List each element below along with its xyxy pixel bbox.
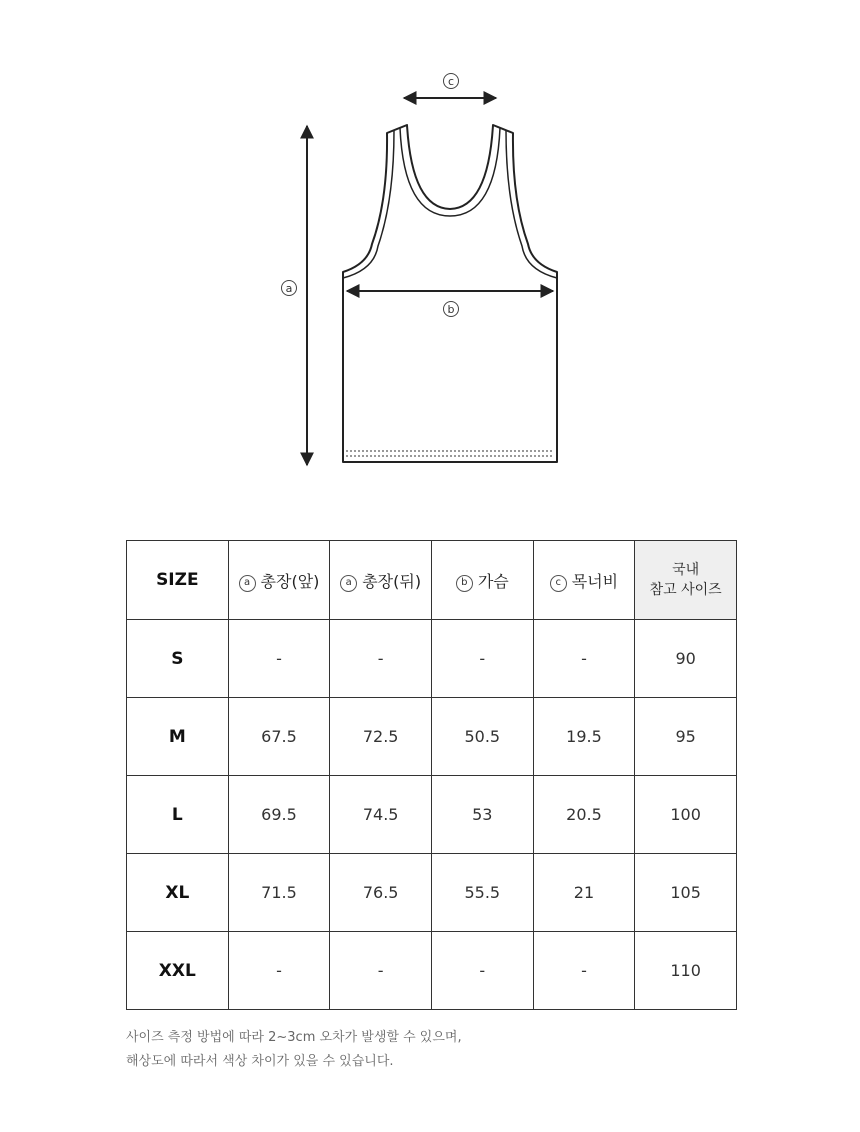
table-header-row <box>127 541 737 620</box>
cell-domestic-size: 110 <box>635 932 737 1010</box>
header-domestic-size <box>635 541 737 620</box>
cell-front-length: - <box>228 932 330 1010</box>
cell-back-length: 74.5 <box>330 776 432 854</box>
header-front-length-label: 총장(앞) <box>260 571 320 591</box>
table-row <box>127 776 737 854</box>
cell-size: M <box>127 698 229 776</box>
marker-c-label: c <box>447 75 455 88</box>
cell-front-length: 71.5 <box>228 854 330 932</box>
cell-chest: - <box>431 620 533 698</box>
table-row <box>127 932 737 1010</box>
cell-front-length: 67.5 <box>228 698 330 776</box>
cell-front-length: 69.5 <box>228 776 330 854</box>
marker-b-label: b <box>447 303 455 316</box>
cell-size: XXL <box>127 932 229 1010</box>
cell-neck-width: 20.5 <box>533 776 635 854</box>
header-neck-width <box>533 541 635 620</box>
size-table <box>126 540 737 1010</box>
cell-size: XL <box>127 854 229 932</box>
size-note-line1: 사이즈 측정 방법에 따라 2~3cm 오차가 발생할 수 있으며, <box>126 1030 462 1045</box>
header-neck-width-label: 목너비 <box>571 571 619 591</box>
marker-a-icon: a <box>340 575 357 592</box>
cell-neck-width: - <box>533 620 635 698</box>
marker-a-label: a <box>285 282 293 295</box>
cell-neck-width: 19.5 <box>533 698 635 776</box>
size-note-line2: 해상도에 따라서 색상 차이가 있을 수 있습니다. <box>126 1054 394 1069</box>
cell-domestic-size: 90 <box>635 620 737 698</box>
cell-neck-width: 21 <box>533 854 635 932</box>
header-domestic-size-line2: 참고 사이즈 <box>649 582 722 598</box>
cell-chest: 53 <box>431 776 533 854</box>
header-chest-label: 가슴 <box>477 571 509 591</box>
cell-chest: 50.5 <box>431 698 533 776</box>
header-domestic-size-line1: 국내 <box>672 562 700 578</box>
cell-back-length: - <box>330 620 432 698</box>
header-back-length <box>330 541 432 620</box>
header-chest <box>431 541 533 620</box>
header-back-length-label: 총장(뒤) <box>362 571 422 591</box>
table-row <box>127 854 737 932</box>
marker-c-icon: c <box>550 575 567 592</box>
table-row <box>127 620 737 698</box>
header-size <box>127 541 229 620</box>
size-note <box>126 1026 462 1074</box>
cell-domestic-size: 95 <box>635 698 737 776</box>
cell-back-length: - <box>330 932 432 1010</box>
table-row <box>127 698 737 776</box>
tank-top-diagram <box>0 0 860 500</box>
header-size-label: SIZE <box>156 570 199 590</box>
cell-back-length: 76.5 <box>330 854 432 932</box>
cell-front-length: - <box>228 620 330 698</box>
cell-size: L <box>127 776 229 854</box>
cell-chest: - <box>431 932 533 1010</box>
garment-outline <box>343 125 557 462</box>
cell-size: S <box>127 620 229 698</box>
marker-b-icon: b <box>456 575 473 592</box>
cell-neck-width: - <box>533 932 635 1010</box>
cell-back-length: 72.5 <box>330 698 432 776</box>
cell-chest: 55.5 <box>431 854 533 932</box>
cell-domestic-size: 100 <box>635 776 737 854</box>
cell-domestic-size: 105 <box>635 854 737 932</box>
marker-a-icon: a <box>239 575 256 592</box>
header-front-length <box>228 541 330 620</box>
